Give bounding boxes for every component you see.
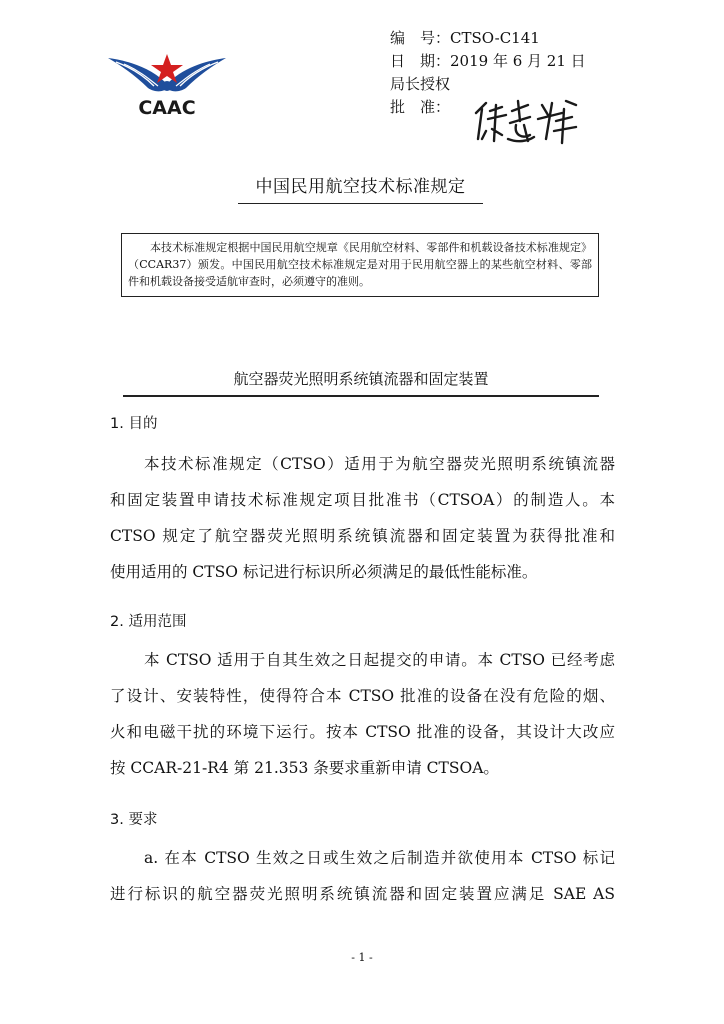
paragraph-line: 进行标识的航空器荧光照明系统镇流器和固定装置应满足 SAE AS	[110, 885, 615, 903]
date-label: 日 期：	[390, 52, 451, 70]
page-title: 中国民用航空技术标准规定	[238, 172, 483, 204]
page-number: - 1 -	[351, 951, 373, 964]
notice-box: 本技术标准规定根据中国民用航空规章《民用航空材料、零部件和机载设备技术标准规定》（CCAR37）颁发。中国民用航空技术标准规定是对用于民用航空器上的某些航空材料、零部件和机载设备接受适航审查时，必须遵守的准则。	[121, 233, 599, 297]
doc-number-label: 编 号：	[390, 29, 451, 47]
paragraph-line: 和固定装置申请技术标准规定项目批准书（CTSOA）的制造人。本	[110, 491, 615, 509]
paragraph-line: 使用适用的 CTSO 标记进行标识所必须满足的最低性能标准。	[110, 563, 538, 581]
section-3-heading: 3. 要求	[110, 812, 158, 828]
section-2-heading: 2. 适用范围	[110, 614, 187, 630]
section-1-heading: 1. 目的	[110, 416, 158, 432]
section-1-body	[110, 446, 615, 590]
paragraph-line: a. 在本 CTSO 生效之日或生效之后制造并欲使用本 CTSO 标记	[144, 849, 615, 867]
caac-logo	[108, 52, 226, 124]
document-meta	[390, 27, 586, 119]
signature	[472, 95, 584, 147]
section-3-body	[110, 840, 615, 912]
paragraph-line: 了设计、安装特性，使得符合本 CTSO 批准的设备在没有危险的烟、	[110, 687, 615, 705]
paragraph-line: 按 CCAR-21-R4 第 21.353 条要求重新申请 CTSOA。	[110, 759, 499, 777]
section-2-body	[110, 642, 615, 786]
approver-label-1: 局长授权	[390, 75, 451, 93]
paragraph-line: 本技术标准规定（CTSO）适用于为航空器荧光照明系统镇流器	[144, 455, 615, 473]
paragraph-line: CTSO 规定了航空器荧光照明系统镇流器和固定装置为获得批准和	[110, 527, 615, 545]
doc-number: CTSO-C141	[450, 29, 540, 47]
doc-date: 2019 年 6 月 21 日	[450, 52, 586, 70]
document-subtitle: 航空器荧光照明系统镇流器和固定装置	[123, 368, 599, 397]
approver-label-2: 批 准：	[390, 98, 451, 116]
paragraph-line: 火和电磁干扰的环境下运行。按本 CTSO 批准的设备，其设计大改应	[110, 723, 615, 741]
caac-logo-text: CAAC	[138, 97, 196, 119]
paragraph-line: 本 CTSO 适用于自其生效之日起提交的申请。本 CTSO 已经考虑	[144, 651, 615, 669]
